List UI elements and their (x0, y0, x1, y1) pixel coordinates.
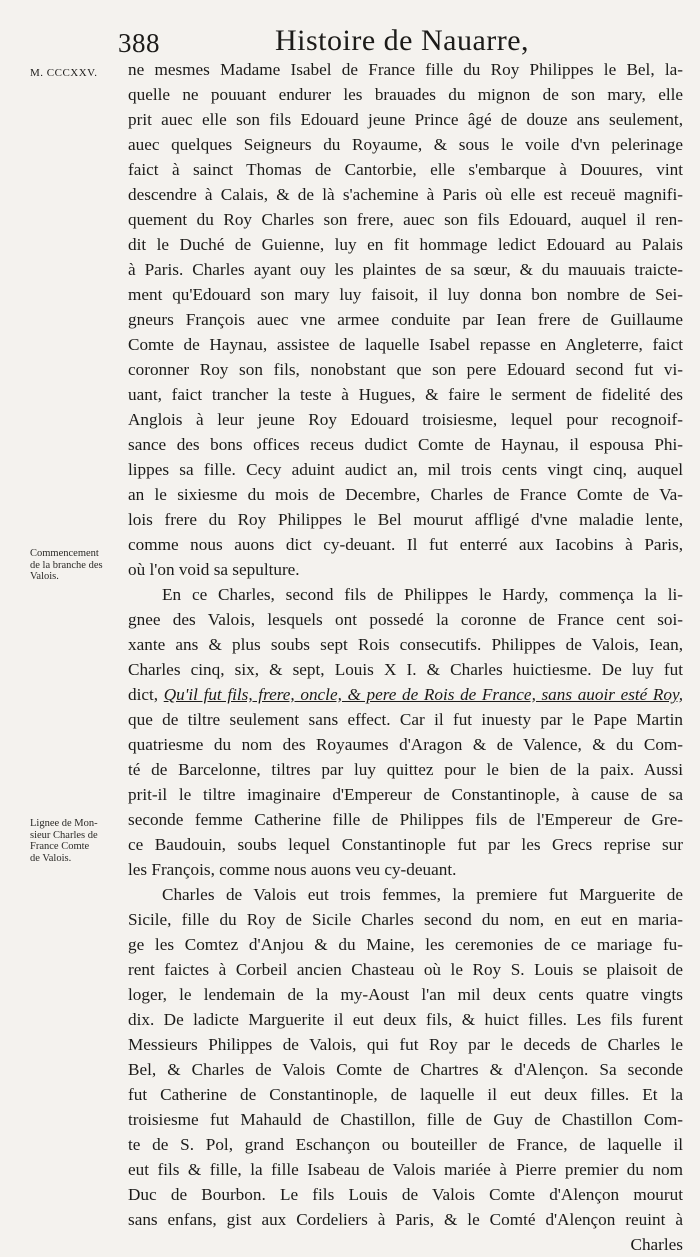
text-line: Sicile, fille du Roy de Sicile Charles second du nom, en eut en maria- (128, 910, 683, 929)
text-line: fut Catherine de Constantinople, de laquelle il eut deux filles. Et la (128, 1085, 683, 1104)
text-line: auec quelques Seigneurs du Royaume, & sous le voile d'vn pelerinage (128, 135, 683, 154)
text-line: gnee des Valois, lesquels ont possedé la coronne de France cent soi- (128, 610, 683, 629)
text-line: sans enfans, gist aux Cordeliers à Paris, & le Comté d'Alençon reuint à (128, 1210, 683, 1229)
text-line: dit le Duché de Guienne, luy en fit hommage ledict Edouard au Palais (128, 235, 683, 254)
text-line: les François, comme nous auons veu cy-deuant. (128, 860, 457, 879)
text-line: descendre à Calais, & de là s'achemine à Paris où elle est receuë magnifi- (128, 185, 683, 204)
year-marginal-note: M. CCCXXV. (30, 67, 98, 79)
text-line: à Paris. Charles ayant ouy les plaintes de sa sœur, & du mauuais traicte- (128, 260, 683, 279)
text-line: ne mesmes Madame Isabel de France fille du Roy Philippes le Bel, la- (128, 60, 683, 79)
text-line: té de Barcelonne, tiltres par luy quittez pour le bien de la paix. Aussi (128, 760, 683, 779)
text-line: lippes sa fille. Cecy aduint audict an, mil trois cents vingt cinq, auquel (128, 460, 683, 479)
margin-note-valois-branch: Commencement de la branche des Valois. (30, 548, 103, 582)
catchword: Charles (630, 1235, 683, 1254)
text-line: quatriesme du nom des Royaumes d'Aragon & de Valence, & du Com- (128, 735, 683, 754)
text-line: Anglois à leur jeune Roy Edouard troisiesme, lequel pour recognoif- (128, 410, 683, 429)
margin-note-lineage: Lignee de Mon- sieur Charles de France Comte de Valois. (30, 818, 98, 864)
text-line: comme nous auons dict cy-deuant. Il fut enterré aux Iacobins à Paris, (128, 535, 683, 554)
text-line: an le sixiesme du mois de Decembre, Charles de France Comte de Va- (128, 485, 683, 504)
text-line: ce Baudouin, soubs lequel Constantinople fut par les Grecs reprise sur (128, 835, 683, 854)
text-line: Messieurs Philippes de Valois, qui fut Roy par le deceds de Charles le (128, 1035, 683, 1054)
text-line: eut fils & fille, la fille Isabeau de Valois mariée à Pierre premier du nom (128, 1160, 683, 1179)
text-line: rent faictes à Corbeil ancien Chasteau où le Roy S. Louis se plaisoit de (128, 960, 683, 979)
text-line: lois frere du Roy Philippes le Bel mourut affligé d'vne maladie lente, (128, 510, 683, 529)
text-line: seconde femme Catherine fille de Philippes fils de l'Empereur de Gre- (128, 810, 683, 829)
text-line: sance des bons offices receus dudict Comte de Haynau, il espousa Phi- (128, 435, 683, 454)
text-line: dix. De ladicte Marguerite il eut deux fils, & huict filles. Les fils furent (128, 1010, 683, 1029)
text-line: prit-il le tiltre imaginaire d'Empereur de Constantinople, à cause de sa (128, 785, 683, 804)
text-line: prit auec elle son fils Edouard jeune Prince âgé de douze ans seulement, (128, 110, 683, 129)
text-line: ge les Comtez d'Anjou & du Maine, les ceremonies de ce mariage fu- (128, 935, 683, 954)
text-line: Charles cinq, six, & sept, Louis X I. & Charles huictiesme. De luy fut (128, 660, 683, 679)
text-line: quelle ne pouuant endurer les brauades du mignon de son mary, elle (128, 85, 683, 104)
body-text (128, 57, 683, 1257)
text-line: coronner Roy son fils, nonobstant que son pere Edouard second fut vi- (128, 360, 683, 379)
text-line: Charles de Valois eut trois femmes, la premiere fut Marguerite de (162, 885, 683, 904)
text-line: En ce Charles, second fils de Philippes le Hardy, commença la li- (162, 585, 683, 604)
text-line: ment qu'Edouard son mary luy faisoit, il luy donna bon nombre de Sei- (128, 285, 683, 304)
text-line: gneurs François auec vne armee conduite par Iean frere de Guillaume (128, 310, 683, 329)
italic-quotation: Qu'il fut fils, frere, oncle, & pere de Rois de France, sans auoir esté Roy, (163, 685, 683, 704)
text-line: xante ans & plus soubs sept Rois consecutifs. Philippes de Valois, Iean, (128, 635, 683, 654)
running-title: Histoire de Nauarre, (275, 24, 530, 57)
text-line: faict à sainct Thomas de Cantorbie, elle s'embarque à Douures, vint (128, 160, 683, 179)
text-line: loger, le lendemain de la my-Aoust l'an mil deux cents quatre vingts (128, 985, 683, 1004)
text-line: Bel, & Charles de Valois Comte de Chartres & d'Alençon. Sa seconde (128, 1060, 683, 1079)
text-line: dict, Qu'il fut fils, frere, oncle, & pere de Rois de France, sans auoir esté Roy, (128, 685, 683, 704)
text-line: Comte de Haynau, assistee de laquelle Isabel repasse en Angleterre, faict (128, 335, 683, 354)
text-line: Duc de Bourbon. Le fils Louis de Valois Comte d'Alençon mourut (128, 1185, 683, 1204)
text-line: uant, faict trancher la teste à Hugues, & faire le serment de fidelité des (128, 385, 683, 404)
text-line: où l'on void sa sepulture. (128, 560, 300, 579)
text-line: troisiesme fut Mahauld de Chastillon, fille de Guy de Chastillon Com- (128, 1110, 683, 1129)
text-line: te de S. Pol, grand Eschançon ou bouteiller de France, de laquelle il (128, 1135, 683, 1154)
text-line: quement du Roy Charles son frere, auec son fils Edouard, auquel il ren- (128, 210, 683, 229)
page-number: 388 (118, 28, 160, 58)
text-line: que de tiltre seulement sans effect. Car il fut inuesty par le Pape Martin (128, 710, 683, 729)
